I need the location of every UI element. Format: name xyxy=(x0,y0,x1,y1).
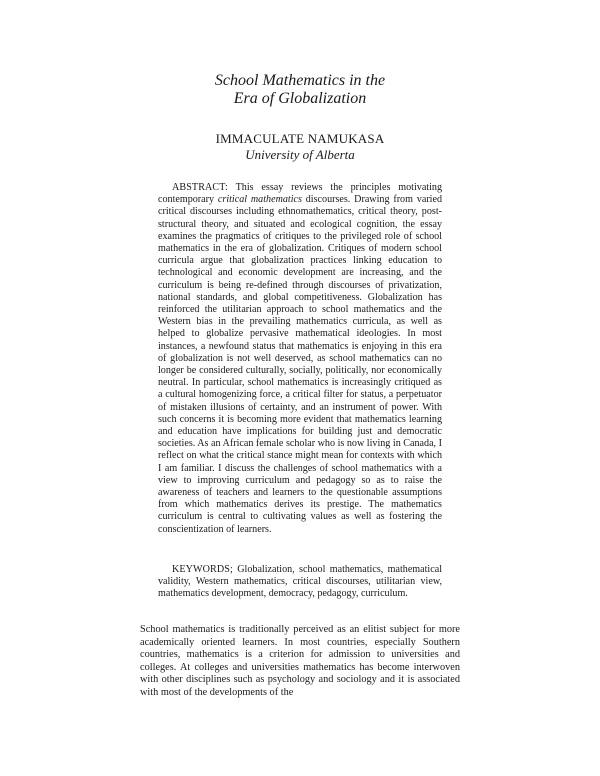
body-paragraph: School mathematics is traditionally perceived as an elitist subject for more academically oriented learners. In most countries, especially Southern countries, mathematics is a criterion for admission to universities and colleges. At colleges and universities mathematics has become interwoven with other disciplines such as psychology and sociology and it is associated with most of the developments of the xyxy=(140,624,460,698)
abstract-emphasis: critical mathematics xyxy=(217,194,302,206)
paper-title-line-1: School Mathematics in the xyxy=(214,72,386,89)
author-block xyxy=(0,131,600,163)
abstract-label: ABSTRACT: xyxy=(172,182,228,193)
paper-title-line-2: Era of Globalization xyxy=(233,90,367,107)
abstract-text-part-2: discourses. Drawing from varied critical discourses including ethnomathematics, critical theory, post-structural theory, and situated and ecological cognition, the essay examines the pragmatics of critiques to the privileged role of school mathematics in the era of globalization. Critiques of modern school curricula argue that globalization practices linking education to technological and economic development are increasing, and the curriculum is being re-defined through discourses of privatization, national standards, and global competitiveness. Globalization has reinforced the utilitarian approach to school mathematics and the Western bias in the prevailing mathematics curricula, as well as helped to globalize pervasive mathematical ideologies. In most instances, a newfound status that mathematics is enjoying in this era of globalization is not well deserved, as school mathematics can no longer be considered culturally, socially, politically, nor economically neutral. In particular, school mathematics is increasingly critiqued as a cultural homogenizing force, a critical filter for status, a perpetuator of mistaken illusions of certainty, and an instrument of power. With such concerns it is becoming more evident that mathematics learning and education have implications for building just and democratic societies. As an African female scholar who is now living in Canada, I reflect on what the critical stance might mean for contexts with which I am familiar. I discuss the challenges of school mathematics with a view to improving curriculum and pedagogy so as to raise the awareness of teachers and learners to the questionable assumptions from which mathematics derives its prestige. The mathematics curriculum is central to cultivating values as well as fostering the conscientization of learners. xyxy=(158,194,443,535)
keywords xyxy=(158,564,442,601)
author-name: IMMACULATE NAMUKASA xyxy=(215,131,385,146)
author-affiliation: University of Alberta xyxy=(245,147,355,162)
abstract-text-part-1: This essay reviews the principles motivating contemporary xyxy=(158,182,442,206)
keywords-text: Globalization, school mathematics, mathematical validity, Western mathematics, critical discourses, utilitarian view, mathematics development, democracy, pedagogy, curriculum. xyxy=(158,564,442,600)
keywords-label: KEYWORDS; xyxy=(172,564,233,575)
abstract xyxy=(158,182,442,536)
paper-title xyxy=(0,72,600,108)
